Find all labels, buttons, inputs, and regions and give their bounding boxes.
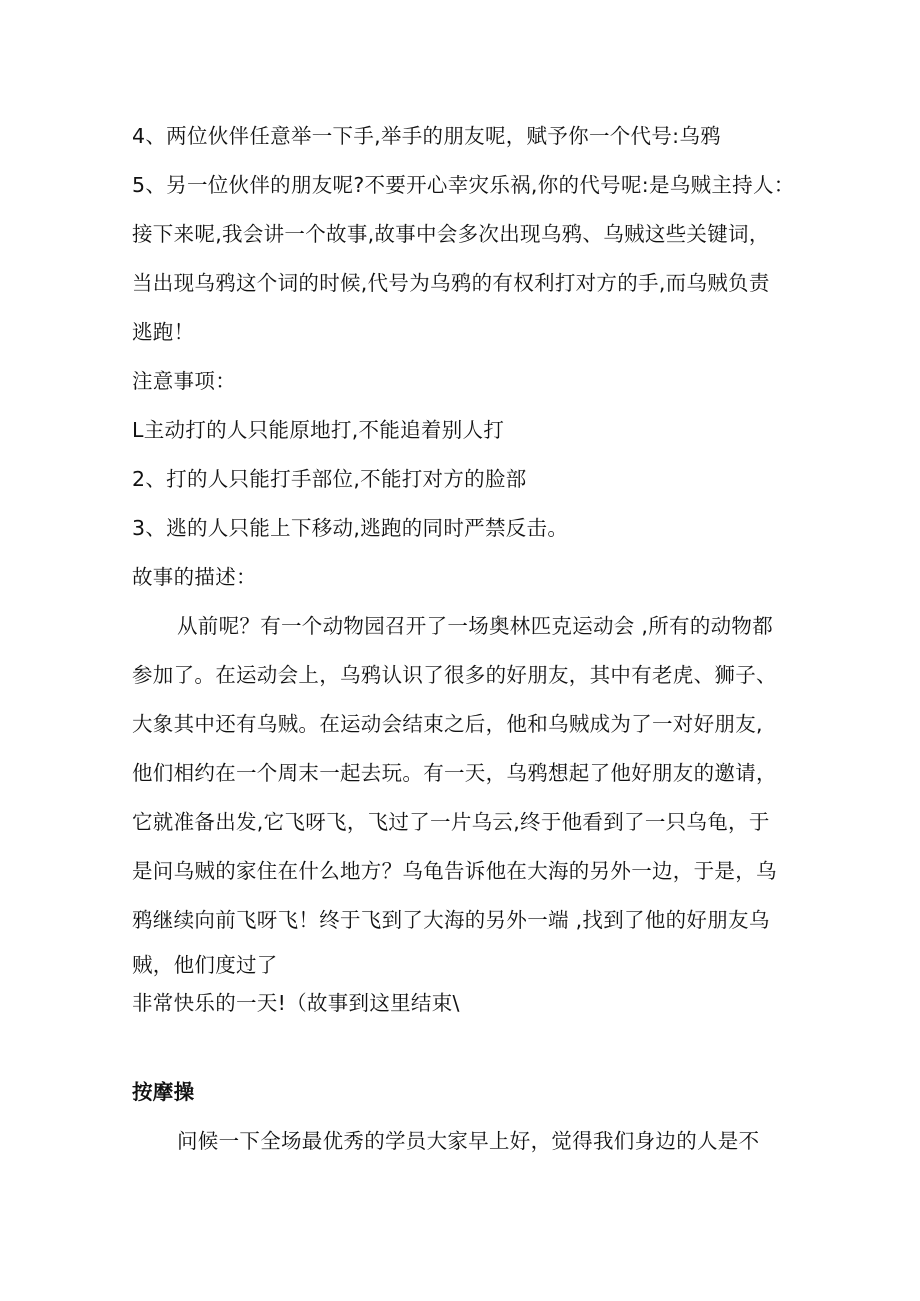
story-line: 参加了。在运动会上，乌鸦认识了很多的好朋友，其中有老虎、狮子、 [132,663,777,687]
section-paragraph-line: 问候一下全场最优秀的学员大家早上好，觉得我们身边的人是不 [177,1129,760,1153]
story-line: 大象其中还有乌贼。在运动会结束之后，他和乌贼成为了一对好朋友, [132,712,763,736]
note-item: 3、逃的人只能上下移动,逃跑的同时严禁反击。 [132,516,569,540]
story-line: 贼，他们度过了 [132,953,278,977]
story-line: 鸦继续向前飞呀飞！终于飞到了大海的另外一端 ,找到了他的好朋友乌 [132,908,770,932]
rule-line-5: 5、另一位伙伴的朋友呢?不要开心幸灾乐祸,你的代号呢:是乌贼主持人： [132,173,795,197]
section-title: 按摩操 [132,1080,195,1104]
story-line: 它就准备出发,它飞呀飞，飞过了一片乌云,终于他看到了一只乌龟，于 [132,810,770,834]
story-line: 他们相约在一个周末一起去玩。有一天，乌鸦想起了他好朋友的邀请， [132,761,777,785]
rules-explanation-line: 逃跑！ [132,320,195,344]
note-item: 2、打的人只能打手部位,不能打对方的脸部 [132,467,527,491]
story-line: 非常快乐的一天!（故事到这里结束\ [132,991,460,1015]
rules-explanation-line: 当出现乌鸦这个词的时候,代号为乌鸦的有权利打对方的手,而乌贼负责 [132,271,770,295]
story-line: 从前呢？有一个动物园召开了一场奥林匹克运动会 ,所有的动物都 [177,614,774,638]
note-item: L主动打的人只能原地打,不能追着别人打 [132,418,505,442]
rule-line-4: 4、两位伙伴任意举一下手,举手的朋友呢，赋予你一个代号:乌鸦 [132,124,721,148]
notes-heading: 注意事项： [132,369,236,393]
story-line: 是问乌贼的家住在什么地方？乌龟告诉他在大海的另外一边，于是，乌 [132,859,777,883]
rules-explanation-line: 接下来呢,我会讲一个故事,故事中会多次出现乌鸦、乌贼这些关键词， [132,222,770,246]
story-heading: 故事的描述： [132,565,257,589]
